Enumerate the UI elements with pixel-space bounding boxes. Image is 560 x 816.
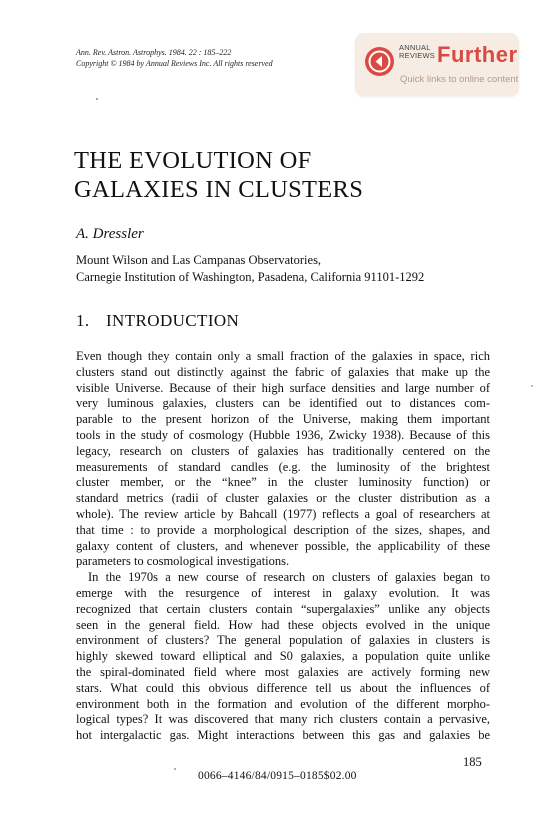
body-line: highly skewed toward elliptical and S0 galaxies, a population quite unlike (76, 649, 490, 664)
body-line: clusters stand out distinctly against the fabric of galaxies that make up the (76, 364, 490, 379)
body-line: environment both in the formation and evolution of the different morpho- (76, 696, 490, 711)
annual-reviews-further-badge[interactable] (355, 33, 519, 96)
body-line: legacy, research on clusters of galaxies has traditionally centered on the (76, 443, 490, 458)
citation-line-1: Ann. Rev. Astron. Astrophys. 1984. 22 : 185–222 (76, 48, 232, 57)
arrow-left-icon (365, 47, 394, 76)
body-line: parameters to cosmological investigations. (76, 554, 290, 569)
body-line: galaxy content of clusters, and whenever possible, the applicability of these (76, 538, 490, 553)
body-line: measurements of standard candles (e.g. the luminosity of the brightest (76, 459, 490, 474)
annual-label: ANNUAL (399, 43, 431, 52)
further-label: Further (437, 42, 518, 67)
body-line: cluster member, or the “knee” in the cluster luminosity function) or (76, 475, 490, 490)
body-line: the spiral-dominated field where most galaxies are actively forming new (76, 664, 490, 679)
article-title (74, 146, 363, 204)
body-line: environment of clusters? The general population of galaxies in clusters is (76, 633, 490, 648)
article-code-footer: 0066–4146/84/0915–0185$02.00 (198, 770, 357, 782)
body-line: Even though they contain only a small fraction of the galaxies in space, rich (76, 349, 490, 363)
scan-speck (96, 98, 98, 100)
body-line: that time : to provide a morphological description of the sizes, shapes, and (76, 522, 490, 537)
body-line: logical types? It was discovered that many rich clusters contain a pervasive, (76, 712, 490, 727)
affiliation-line-2: Carnegie Institution of Washington, Pasadena, California 91101-1292 (76, 270, 425, 284)
author-name: A. Dressler (76, 226, 144, 242)
scan-speck (174, 768, 176, 770)
body-line: whole). The review article by Bahcall (1977) reflects a goal of researchers at (76, 506, 490, 521)
body-line: In the 1970s a new course of research on clusters of galaxies began to (88, 570, 490, 585)
body-text (76, 349, 490, 744)
body-line: seen in the general field. How had these objects evolved in the unique (76, 617, 490, 632)
body-line: emerge with the resurgence of interest in galaxy evolution. It was (76, 585, 490, 600)
scan-speck (531, 385, 533, 387)
section-heading (76, 311, 239, 331)
reviews-label: REVIEWS (399, 51, 435, 60)
body-line: recognized that certain clusters contain “supergalaxies” unlike any objects (76, 601, 490, 616)
citation-line-2: Copyright © 1984 by Annual Reviews Inc. All rights reserved (76, 59, 273, 68)
title-line-2: GALAXIES IN CLUSTERS (74, 176, 364, 203)
body-line: visible Universe. Because of their high surface densities and large number of (76, 380, 490, 395)
section-number: 1. (76, 311, 90, 330)
journal-citation (76, 47, 273, 69)
body-line: tools in the study of cosmology (Hubble 1936, Zwicky 1938). Because of this (76, 427, 490, 442)
affiliation-line-1: Mount Wilson and Las Campanas Observatories, (76, 253, 322, 267)
quick-links-label: Quick links to online content (400, 74, 519, 85)
annual-reviews-label (399, 44, 435, 60)
body-line: very luminous galaxies, clusters can be identified out to distances com- (76, 396, 490, 411)
page-number: 185 (463, 755, 482, 769)
section-title: INTRODUCTION (106, 311, 240, 330)
author-affiliation (76, 252, 424, 286)
body-line: parable to the present horizon of the Universe, making them important (76, 412, 490, 427)
body-line: standard metrics (radii of cluster galaxies or the cluster distribution as a (76, 491, 490, 506)
title-line-1: THE EVOLUTION OF (74, 147, 312, 174)
body-line: stars. What could this obvious difference tell us about the influences of (76, 680, 490, 695)
body-line: hot intergalactic gas. Might interactions between this gas and galaxies be (76, 728, 490, 743)
